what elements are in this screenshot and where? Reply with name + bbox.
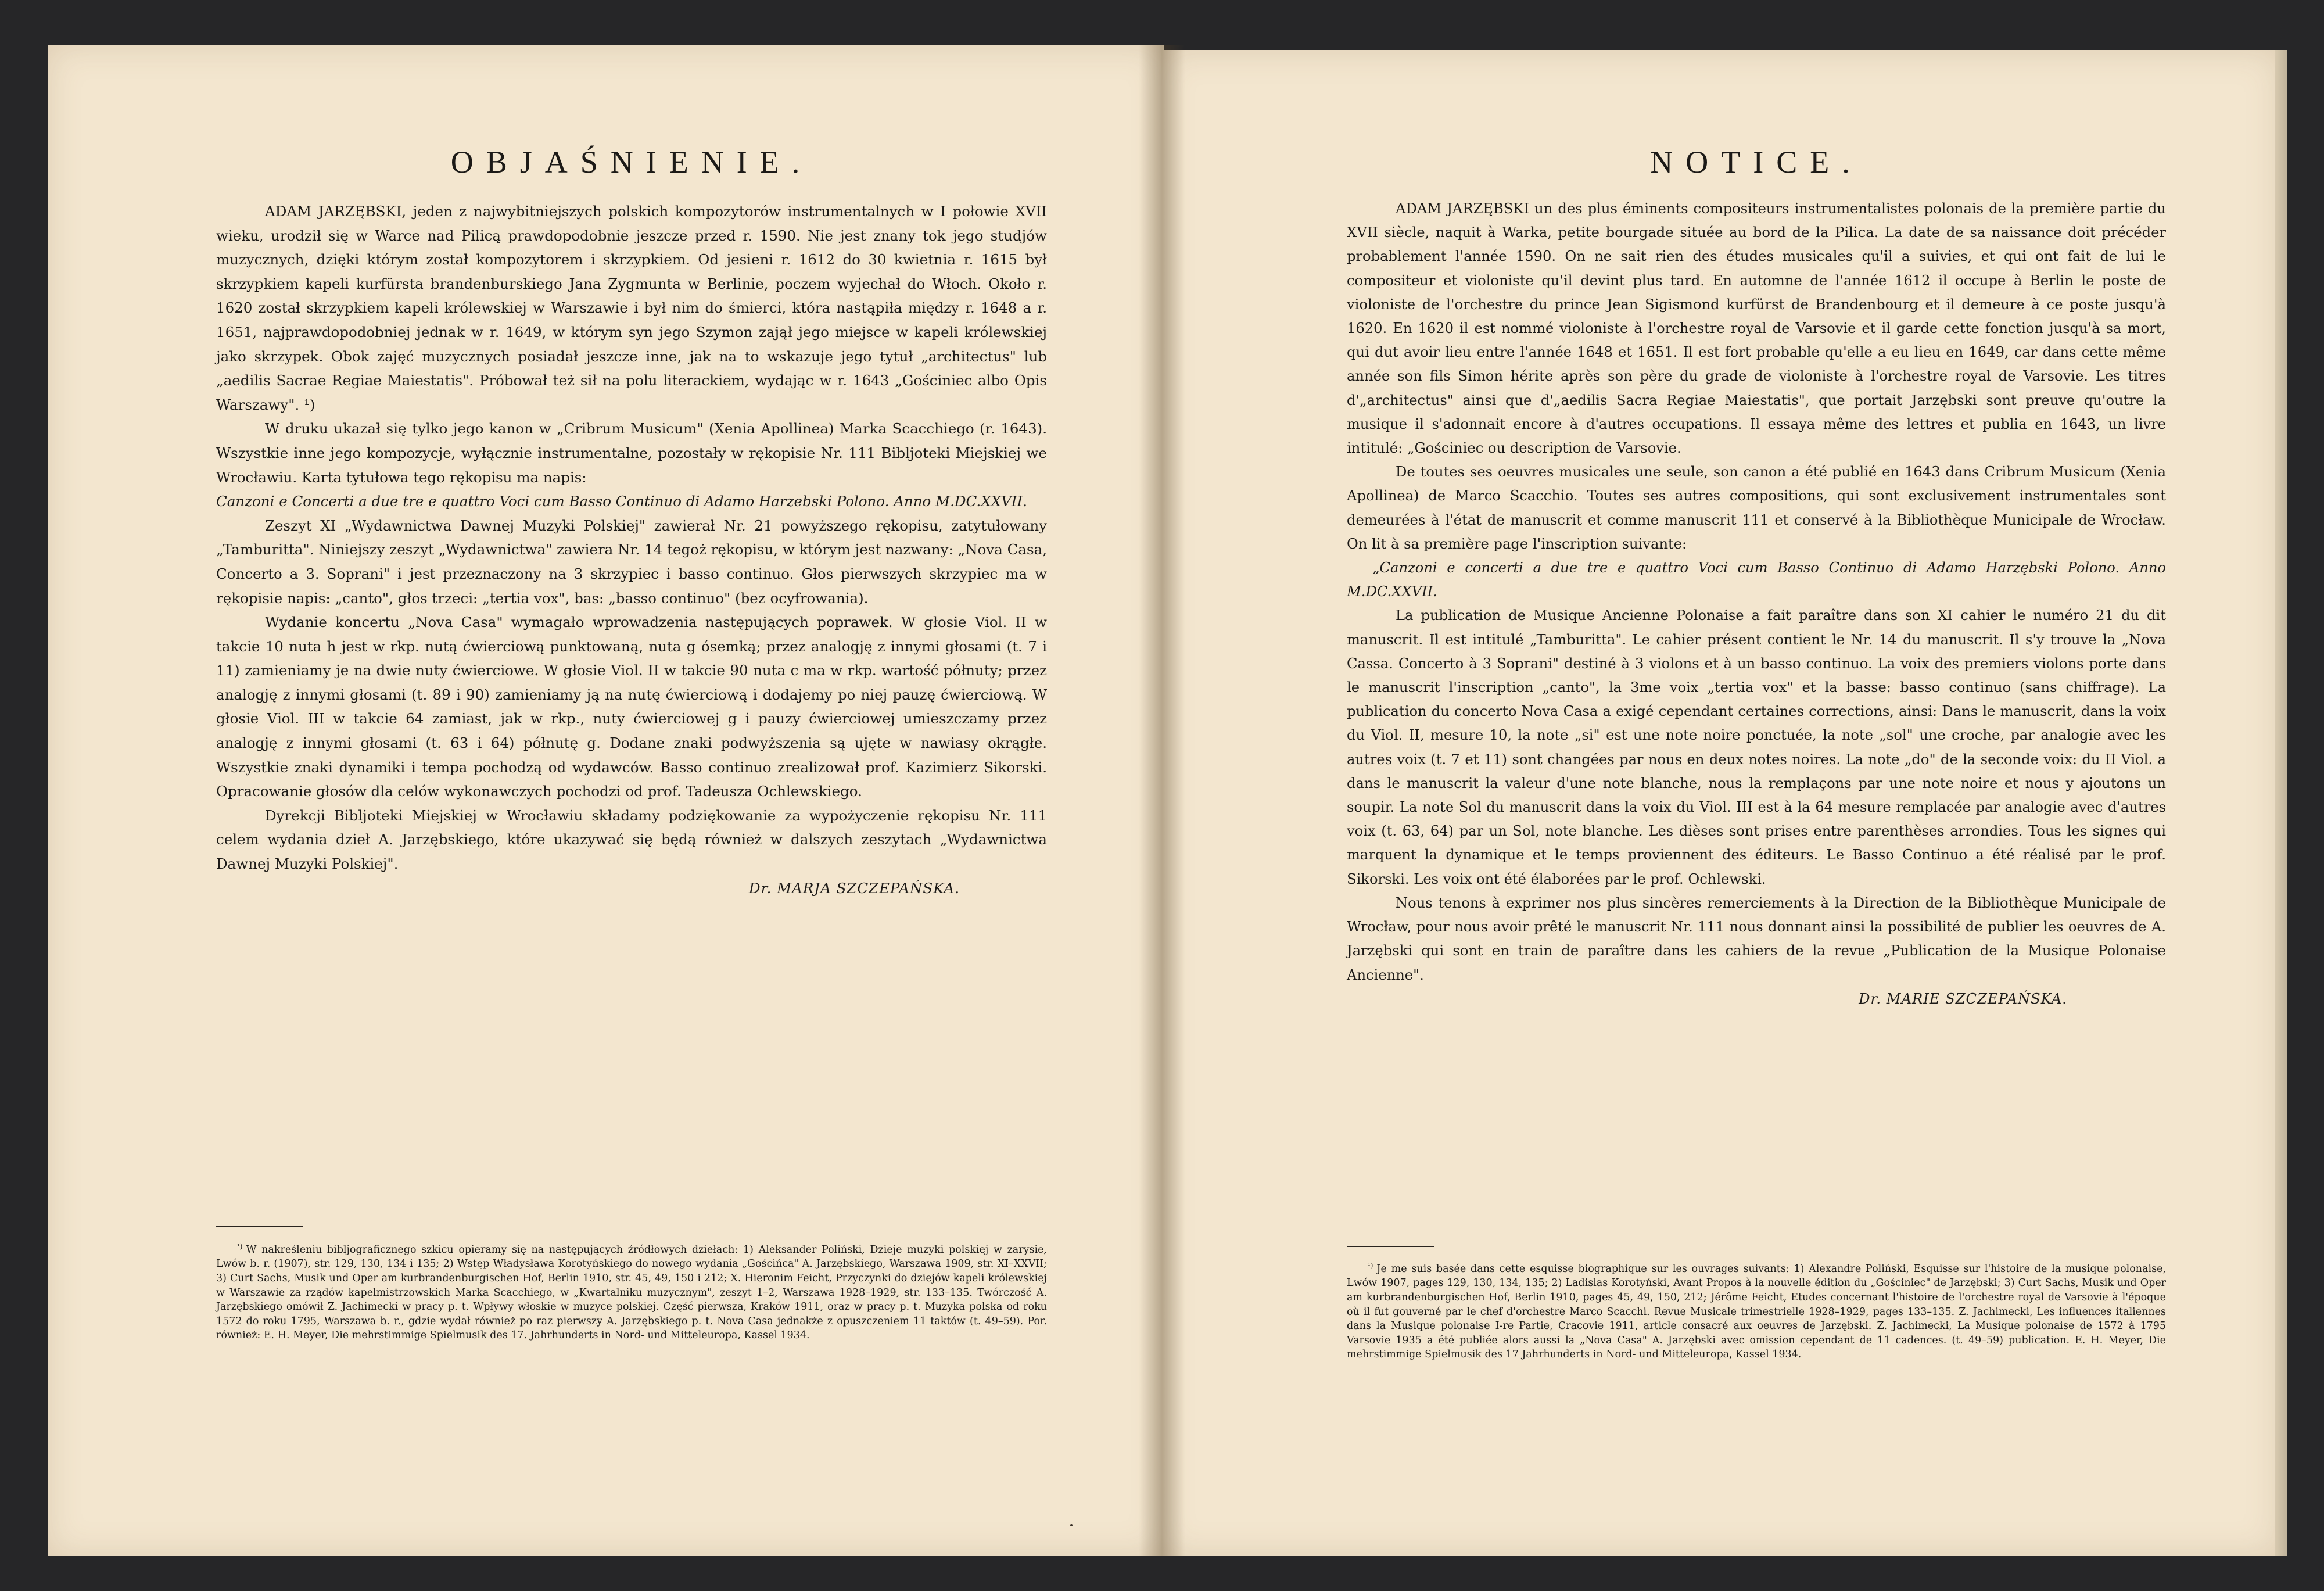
page-edges <box>2275 50 2287 1556</box>
footnote-divider <box>216 1226 303 1227</box>
signature: Dr. MARIE SZCZEPAŃSKA. <box>1859 990 2067 1007</box>
footnote <box>216 1239 1047 1343</box>
footnote-text: Je me suis basée dans cette esquisse biographique sur les ouvrages suivants: 1) Alexandre Poliński, Esquisse sur l'histoire de la musique polonaise, Lwów 1907, pages 129, 130, 134, 135; 2) Ladislas Korotyński, Avant Propos à la nouvelle édition du „Gościniec" de Jarzębski; 3) Curt Sachs, Musik und Oper am kurbrandenburgischen Hof, Berlin 1910, pages 45, 49, 150, 212; Jérôme Feicht, Etudes concernant l'histoire de l'orchestre royal de Varsovie à l'époque où il fut gouverné par le chef d'orchestre Marco Scacchi. Revue Musicale trimestrielle 1928–1929, pages 133–135. Z. Jachimecki, Les influences italiennes dans la Musique polonaise I-re Partie, Cracovie 1911, article consacré aux oeuvres de Jarzębski. Z. Jachimecki, La Musique polonaise de 1572 à 1795 Varsovie 1935 a été publiée alors aussi la „Nova Casa" A. Jarzębski avec omission cependant de 11 cadences. (t. 49–59) publication. E. H. Meyer, Die mehrstimmige Spielmusik des 17 Jahrhunderts in Nord- und Mitteleuropa, Kassel 1934. <box>1347 1263 2166 1361</box>
page-title: OBJAŚNIENIE. <box>450 145 813 180</box>
paragraph: ADAM JARZĘBSKI un des plus éminents compositeurs instrumentalistes polonais de la première partie du XVII siècle, naquit à Warka, petite bourgade située au bord de la Pilica. La date de sa naissance doit précéder probablement l'année 1590. On ne sait rien des études musicales qu'il a suivies, et qui ont fait de lui le compositeur et violoniste qu'il devint plus tard. En automne de l'année 1612 il occupe à Berlin le poste de violoniste de l'orchestre du prince Jean Sigismond kurfürst de Brandenbourg et il demeure à ce poste jusqu'à 1620. En 1620 il est nommé violoniste à l'orchestre royal de Varsovie et il garde cette fonction jusqu'à sa mort, qui dut avoir lieu entre l'année 1648 et 1651. Il est fort probable qu'elle a eu lieu en 1649, car dans cette même année son fils Simon hérite après son père du grade de violoniste à l'orchestre royal de Varsovie. Les titres d'„architectus" ainsi que d'„aedilis Sacra Regiae Maiestatis", que portait Jarzębski sont preuve qu'outre la musique il s'adonnait encore à d'autres occupations. Il essaya même des lettres et publia en 1643, un livre intitulé: „Gościniec ou description de Varsovie. <box>1347 200 2166 457</box>
paragraph: W druku ukazał się tylko jego kanon w „Cribrum Musicum" (Xenia Apollinea) Marka Scacchiego (r. 1643). Wszystkie inne jego kompozycje, wyłącznie instrumentalne, pozostały w rękopisie Nr. 111 Bibljoteki Miejskiej we Wrocławiu. Karta tytułowa tego rękopisu ma napis: <box>216 420 1047 486</box>
paragraph: La publication de Musique Ancienne Polonaise a fait paraître dans son XI cahier le numéro 21 du dit manuscrit. Il est intitulé „Tamburitta". Le cahier présent contient le Nr. 14 du manuscrit. Il s'y trouve la „Nova Cassa. Concerto à 3 Soprani" destiné à 3 violons et à un basso continuo. La voix des premiers violons porte dans le manuscrit l'inscription „canto", la 3me voix „tertia vox" et la basse: basso continuo (sans chiffrage). La publication du concerto Nova Casa a exigé cependant certaines corrections, ainsi: Dans le manuscrit, dans la voix du Viol. II, mesure 10, la note „si" est une note noire ponctuée, la note „sol" une croche, par analogie avec les autres voix (t. 7 et 11) sont changées par nous en deux notes noires. La note „do" de la seconde voix: du II Viol. a dans le manuscrit la valeur d'une note blanche, nous la remplaçons par une note noire et nous y ajoutons un soupir. La note Sol du manuscrit dans la voix du Viol. III est à la 64 mesure remplacée par analogie avec d'autres voix (t. 63, 64) par un Sol, note blanche. Les dièses sont prises entre parenthèses arrondies. Tous les signes qui marquent la dynamique et le temps proviennent des éditeurs. Le Basso Continuo a été réalisé par le prof. Sikorski. Les voix ont été élaborées par le prof. Ochlewski. <box>1347 607 2166 887</box>
manuscript-title-quote: Canzoni e Concerti a due tre e quattro Voci cum Basso Continuo di Adamo Harzebski Polono. Anno M.DC.XXVII. <box>216 493 1027 510</box>
paragraph: De toutes ses oeuvres musicales une seule, son canon a été publié en 1643 dans Cribrum Musicum (Xenia Apollinea) de Marco Scacchio. Toutes ses autres compositions, qui sont exclusivement instrumentales sont demeurées à l'état de manuscrit et comme manuscrit 111 et conservé à la Bibliothèque Municipale de Wrocław. On lit à sa première page l'inscription suivante: <box>1347 464 2166 552</box>
signature: Dr. MARJA SZCZEPAŃSKA. <box>748 879 960 897</box>
manuscript-title-quote: „Canzoni e concerti a due tre e quattro Voci cum Basso Continuo di Adamo Harzębski Polono. Anno M.DC.XXVII. <box>1347 560 2166 600</box>
footnote-text: W nakreśleniu bibljograficznego szkicu opieramy się na następujących źródłowych dziełach: 1) Aleksander Poliński, Dzieje muzyki polskiej w zarysie, Lwów b. r. (1907), str. 129, 130, 134 i 135; 2) Wstęp Władysława Korotyńskiego do nowego wydania „Gościńca" A. Jarzębskiego, Warszawa 1909, str. XI–XXVII; 3) Curt Sachs, Musik und Oper am kurbrandenburgischen Hof, Berlin 1910, str. 45, 49, 150 i 212; X. Hieronim Feicht, Przyczynki do dziejów kapeli królewskiej w Warszawie za rządów kapelmistrzowskich Marka Scacchiego, w „Kwartalniku muzycznym", zeszyt 1–2, Warszawa 1928–1929, str. 133–135. Twórczość A. Jarzębskiego omówił Z. Jachimecki w pracy p. t. Wpływy włoskie w muzyce polskiej. Część pierwsza, Kraków 1911, oraz w pracy p. t. Muzyka polska od roku 1572 do roku 1795, Warszawa b. r., gdzie wydał również po raz pierwszy A. Jarzębskiego p. t. Nova Casa jednakże z opuszczeniem 11 taktów (t. 49–59). Por. również: E. H. Meyer, Die mehrstimmige Spielmusik des 17. Jahrhunderts in Nord- und Mitteleuropa, Kassel 1934. <box>216 1244 1047 1342</box>
paragraph: Nous tenons à exprimer nos plus sincères remerciements à la Direction de la Bibliothèque Municipale de Wrocław, pour nous avoir prêté le manuscrit Nr. 111 nous donnant ainsi la possibilité de publier les oeuvres de A. Jarzębski qui sont en train de paraître dans les cahiers de la revue „Publication de la Musique Polonaise Ancienne". <box>1347 894 2166 983</box>
paragraph: Dyrekcji Bibljoteki Miejskiej w Wrocławiu składamy podziękowanie za wypożyczenie rękopisu Nr. 111 celem wydania dzieł A. Jarzębskiego, które ukazywać się będą również w dalszych zeszytach „Wydawnictwa Dawnej Muzyki Polskiej". <box>216 807 1047 873</box>
right-page <box>1161 50 2279 1556</box>
main-text <box>1347 197 2166 1011</box>
footnote-divider <box>1347 1246 1434 1247</box>
left-page <box>48 45 1164 1556</box>
footnote-mark: ¹) <box>237 1242 243 1250</box>
page-title: NOTICE. <box>1650 145 1863 180</box>
book-gutter <box>1139 45 1185 1556</box>
paragraph: Zeszyt XI „Wydawnictwa Dawnej Muzyki Polskiej" zawierał Nr. 21 powyższego rękopisu, zatytułowany „Tamburitta". Niniejszy zeszyt „Wydawnictwa" zawiera Nr. 14 tegoż rękopisu, w którym jest nazwany: „Nova Casa, Concerto a 3. Soprani" i jest przeznaczony na 3 skrzypiec i basso continuo. Głos pierwszych skrzypiec ma w rękopisie napis: „canto", głos trzeci: „tertia vox", bas: „basso continuo" (bez ocyfrowania). <box>216 517 1047 607</box>
paragraph: Wydanie koncertu „Nova Casa" wymagało wprowadzenia następujących poprawek. W głosie Viol. II w takcie 10 nuta h jest w rkp. nutą ćwierciową punktowaną, nuta g ósemką; przez analogję z innymi głosami (t. 7 i 11) zamieniamy je na dwie nuty ćwierciowe. W głosie Viol. II w takcie 90 nuta c ma w rkp. wartość półnuty; przez analogję z innymi głosami (t. 89 i 90) zamieniamy ją na nutę ćwierciową i dodajemy po niej pauzę ćwierciową. W głosie Viol. III w takcie 64 zamiast, jak w rkp., nuty ćwierciowej g i pauzy ćwierciowej umieszczamy przez analogję z innymi głosami (t. 63 i 64) półnutę g. Dodane znaki podwyższenia są ujęte w nawiasy okrągłe. Wszystkie znaki dynamiki i tempa pochodzą od wydawców. Basso continuo zrealizował prof. Kazimierz Sikorski. Opracowanie głosów dla celów wykonawczych pochodzi od prof. Tadeusza Ochlewskiego. <box>216 614 1047 800</box>
footnote <box>1347 1259 2166 1362</box>
main-text <box>216 199 1047 900</box>
binding-hole-mark <box>1070 1524 1073 1526</box>
paragraph: ADAM JARZĘBSKI, jeden z najwybitniejszych polskich kompozytorów instrumentalnych w I połowie XVII wieku, urodził się w Warce nad Pilicą prawdopodobnie jeszcze przed r. 1590. Nie jest znany tok jego studjów muzycznych, dzięki którym został kompozytorem i skrzypkiem. Od jesieni r. 1612 do 30 kwietnia r. 1615 był skrzypkiem kapeli kurfürsta brandenburskiego Jana Zygmunta w Berlinie, poczem wyjechał do Włoch. Około r. 1620 został skrzypkiem kapeli królewskiej w Warszawie i był nim do śmierci, która nastąpiła między r. 1648 a r. 1651, najprawdopodobniej jednak w r. 1649, w którym syn jego Szymon zajął jego miejsce w kapeli królewskiej jako skrzypek. Obok zajęć muzycznych posiadał jeszcze inne, jak na to wskazuje jego tytuł „architectus" lub „aedilis Sacrae Regiae Maiestatis". Próbował też sił na polu literackiem, wydając w r. 1643 „Gościniec albo Opis Warszawy". ¹) <box>216 203 1047 413</box>
footnote-mark: ¹) <box>1368 1262 1373 1270</box>
